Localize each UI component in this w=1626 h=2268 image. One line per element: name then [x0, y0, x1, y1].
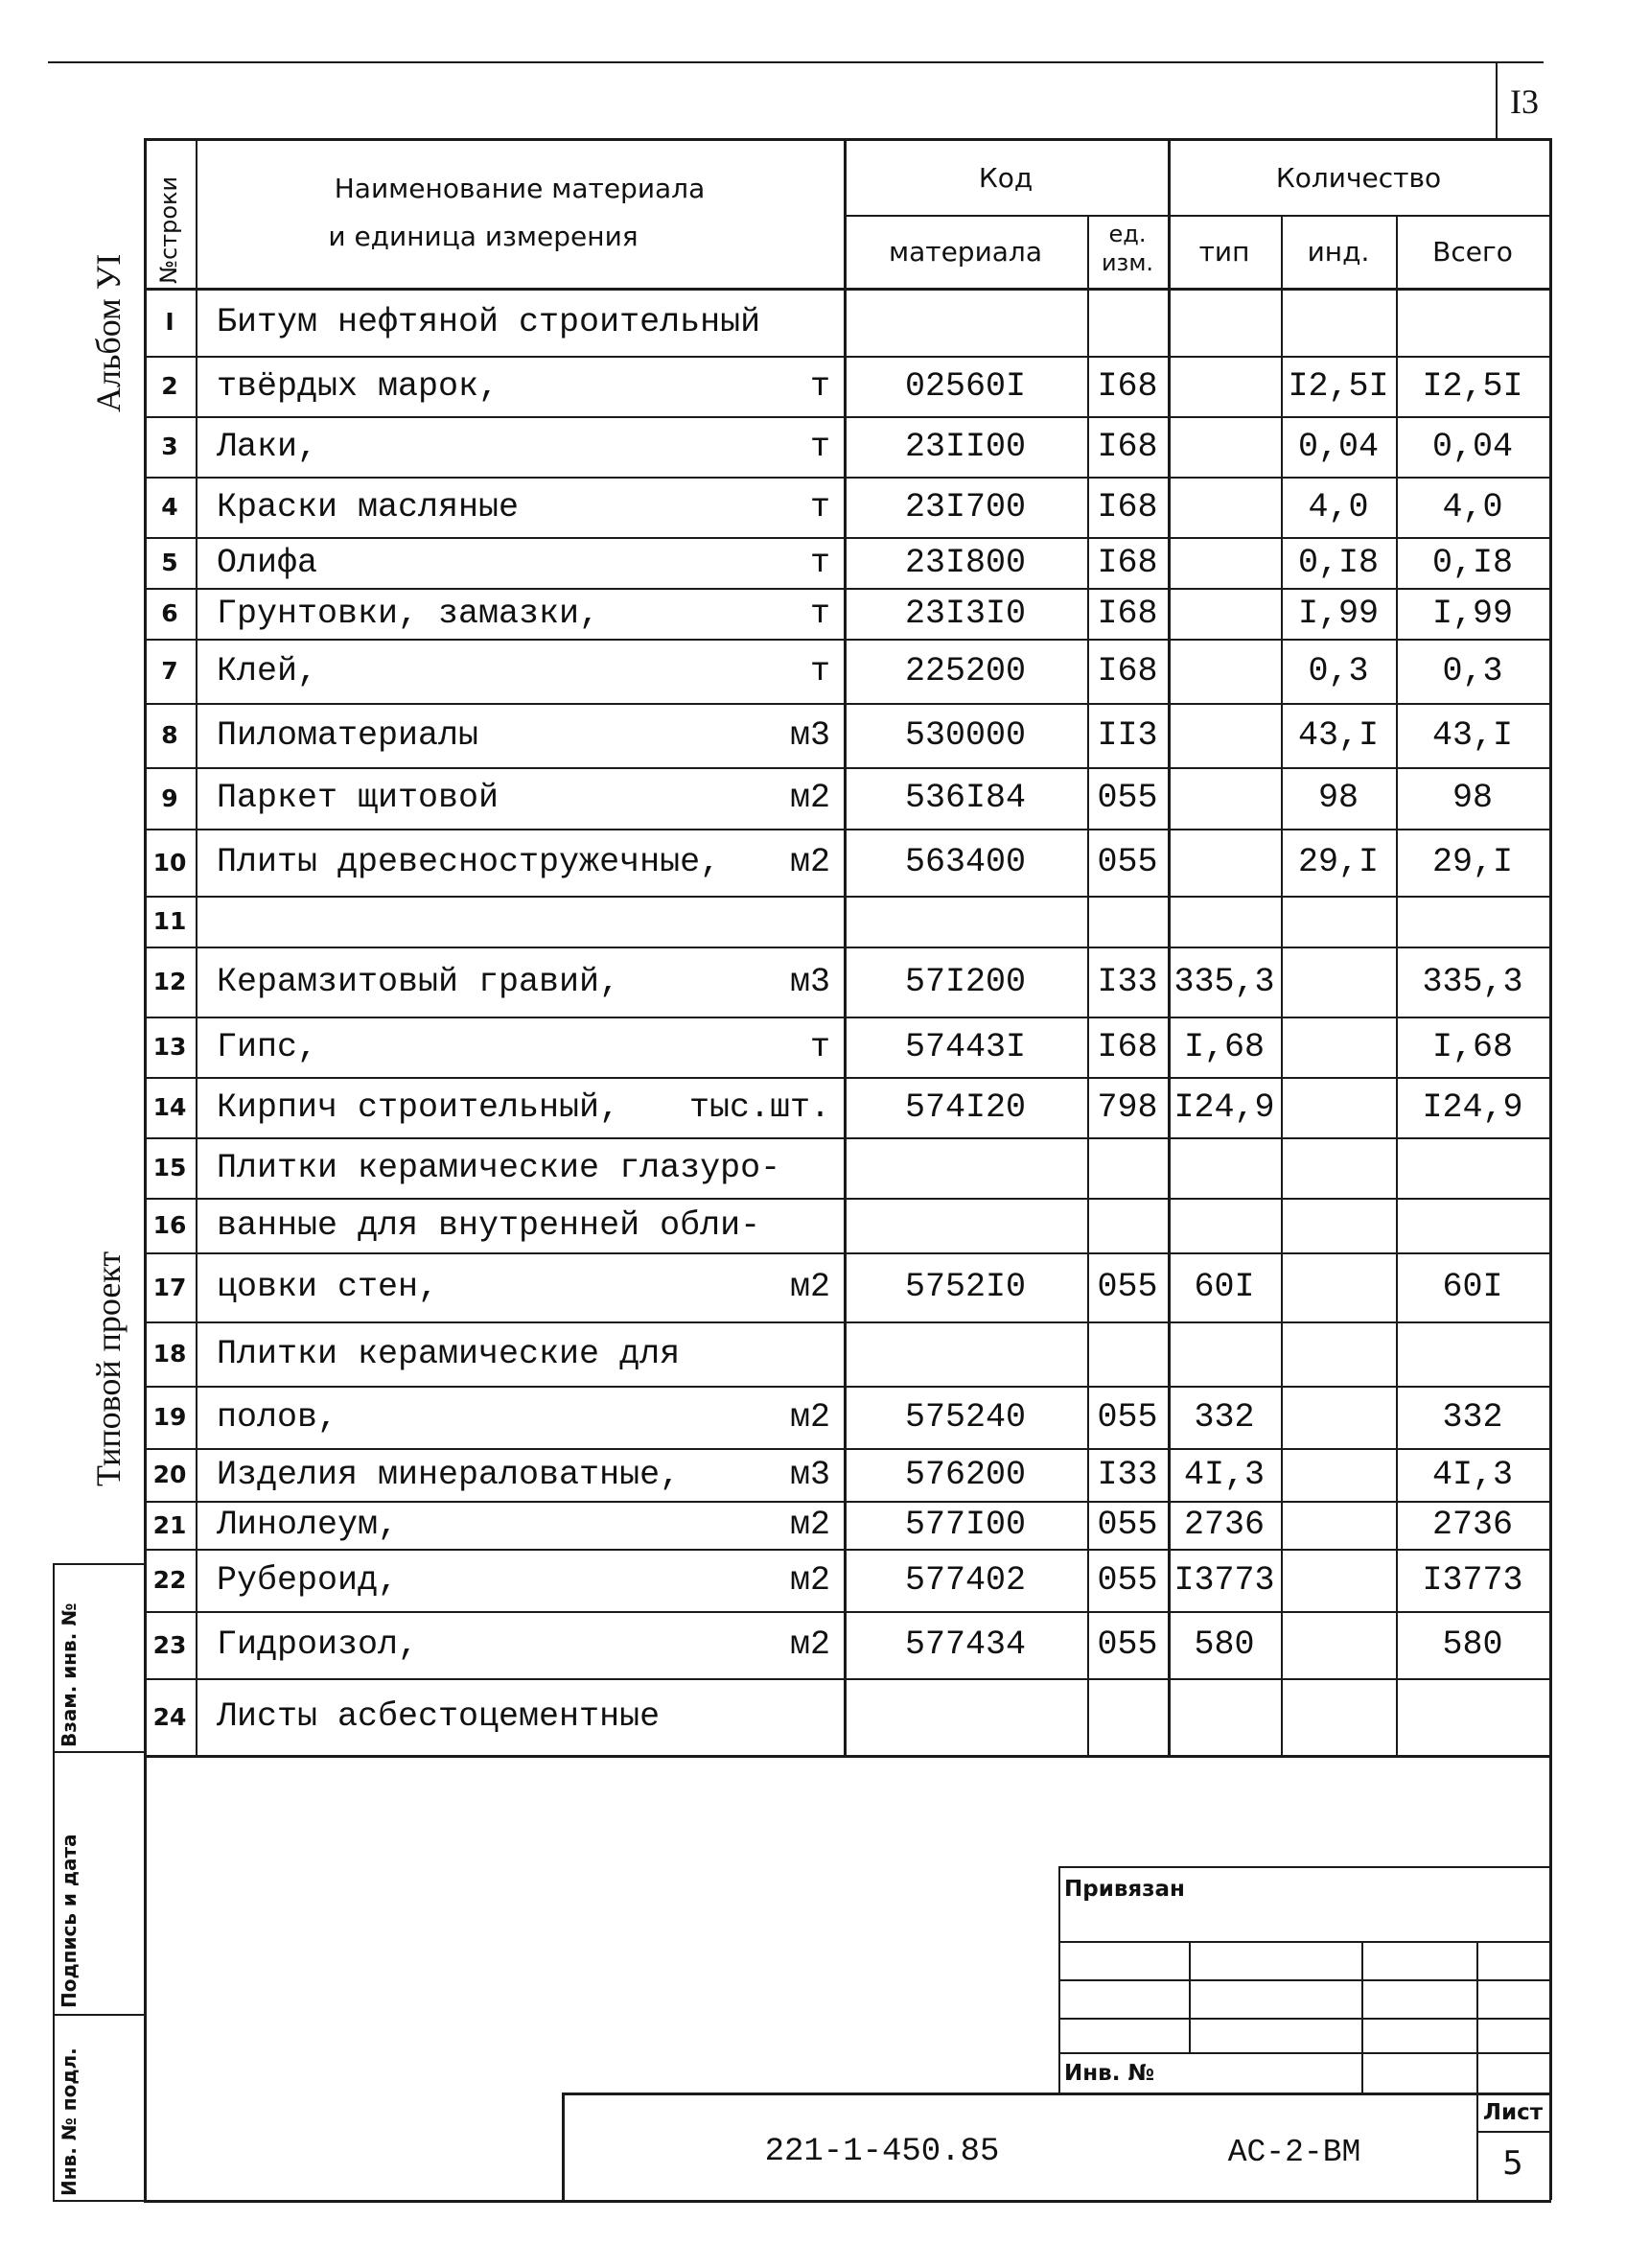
row-9-ind: 98	[1317, 779, 1359, 817]
stamp-sheet-code: АС-2-ВМ	[1227, 2134, 1361, 2170]
row-2-ind: I2,5I	[1288, 366, 1389, 406]
row-2-ucode: I68	[1097, 366, 1158, 406]
row-16-ucode	[1087, 1198, 1168, 1252]
row-13-n: 13	[152, 1033, 187, 1061]
row-3-code: 23II00	[904, 427, 1027, 466]
project-label: Типовой проект	[89, 1251, 128, 1486]
page-number: I3	[1510, 82, 1539, 121]
row-9-typ	[1168, 767, 1281, 829]
row-1-code	[844, 288, 1087, 356]
row-10-n: 10	[152, 848, 187, 877]
row-22-unit: м2	[789, 1560, 830, 1600]
row-8-ind: 43,I	[1297, 715, 1379, 755]
row-2-typ	[1168, 356, 1281, 416]
row-13-code: 57443I	[904, 1027, 1027, 1066]
row-11-typ	[1168, 896, 1281, 947]
row-16-total	[1396, 1198, 1549, 1252]
row-2-total: I2,5I	[1422, 366, 1523, 406]
stamp-inv-podl: Инв. № подл.	[58, 2047, 81, 2196]
row-23-ind	[1281, 1611, 1396, 1678]
row-18-total	[1396, 1321, 1549, 1386]
row-15-ind	[1281, 1137, 1396, 1198]
row-10-ind: 29,I	[1297, 843, 1379, 881]
row-24-ucode	[1087, 1678, 1168, 1755]
row-24-ind	[1281, 1678, 1396, 1755]
row-1-typ	[1168, 288, 1281, 356]
row-22-total: I3773	[1422, 1560, 1523, 1600]
row-5-n: 5	[161, 549, 178, 576]
row-16-typ	[1168, 1198, 1281, 1252]
row-9-total: 98	[1452, 779, 1493, 817]
row-14-name: Кирпич строительный,	[217, 1087, 620, 1127]
row-1-name: Битум нефтяной строительный	[217, 302, 761, 341]
row-21-n: 21	[152, 1510, 187, 1539]
row-1-total	[1396, 288, 1549, 356]
row-20-n: 20	[152, 1461, 187, 1488]
row-12-code: 57I200	[904, 962, 1027, 1001]
row-3-ucode: I68	[1097, 427, 1158, 466]
row-6-code: 23I3I0	[904, 594, 1027, 633]
row-12-n: 12	[152, 968, 187, 995]
row-18-code	[844, 1321, 1087, 1386]
row-12-ind	[1281, 947, 1396, 1017]
stamp-inv-no: Инв. №	[1064, 2061, 1155, 2086]
row-22-ucode: 055	[1097, 1560, 1158, 1600]
row-1-unit	[671, 288, 830, 356]
row-2-code: 02560I	[904, 366, 1027, 406]
header-code-group: Код	[978, 161, 1034, 194]
row-12-unit: м3	[789, 962, 830, 1001]
row-24-code	[844, 1678, 1087, 1755]
row-11-n: 11	[152, 907, 187, 935]
row-3-typ	[1168, 416, 1281, 477]
stamp-sign-date: Подпись и дата	[58, 1834, 81, 2008]
row-21-code: 577I00	[904, 1506, 1027, 1544]
row-7-n: 7	[161, 657, 178, 685]
row-20-typ: 4I,3	[1183, 1455, 1265, 1494]
row-8-unit: м3	[789, 715, 830, 755]
row-19-total: 332	[1442, 1397, 1503, 1437]
row-6-ucode: I68	[1097, 594, 1158, 633]
row-7-total: 0,3	[1442, 651, 1503, 690]
row-8-code: 530000	[904, 715, 1027, 755]
row-19-code: 575240	[904, 1397, 1027, 1437]
row-17-unit: м2	[789, 1268, 830, 1306]
row-7-code: 225200	[904, 651, 1027, 690]
row-6-ind: I,99	[1297, 594, 1379, 633]
row-17-total: 60I	[1442, 1268, 1503, 1306]
row-23-ucode: 055	[1097, 1625, 1158, 1664]
row-6-n: 6	[161, 599, 178, 627]
header-name-line2: и единица измерения	[328, 220, 639, 252]
row-13-ind	[1281, 1017, 1396, 1077]
row-18-ucode	[1087, 1321, 1168, 1386]
row-13-name: Гипс,	[217, 1027, 318, 1066]
row-7-name: Клей,	[217, 651, 318, 690]
row-14-ucode: 798	[1097, 1087, 1158, 1127]
row-24-total	[1396, 1678, 1549, 1755]
row-5-code: 23I800	[904, 543, 1027, 582]
row-7-unit: т	[809, 651, 830, 690]
row-13-unit: т	[809, 1027, 830, 1066]
row-5-name: Олифа	[217, 543, 318, 582]
row-14-total: I24,9	[1422, 1087, 1523, 1127]
row-12-typ: 335,3	[1173, 962, 1275, 1001]
row-17-typ: 60I	[1194, 1268, 1255, 1306]
row-23-typ: 580	[1194, 1625, 1255, 1664]
header-qty-group: Количество	[1275, 161, 1442, 194]
row-15-typ	[1168, 1137, 1281, 1198]
row-10-total: 29,I	[1431, 843, 1513, 881]
row-8-name: Пиломатериалы	[217, 715, 479, 755]
row-11-unit	[671, 896, 830, 947]
row-22-name: Рубероид,	[217, 1560, 399, 1600]
row-16-code	[844, 1198, 1087, 1252]
row-17-code: 5752I0	[904, 1268, 1027, 1306]
row-22-typ: I3773	[1173, 1560, 1275, 1600]
row-6-typ	[1168, 588, 1281, 639]
stamp-list-label: Лист	[1482, 2100, 1544, 2125]
row-10-typ	[1168, 829, 1281, 896]
row-19-ind	[1281, 1386, 1396, 1448]
row-11-total	[1396, 896, 1549, 947]
row-14-typ: I24,9	[1173, 1087, 1275, 1127]
row-18-typ	[1168, 1321, 1281, 1386]
row-21-name: Линолеум,	[217, 1506, 399, 1544]
row-19-unit: м2	[789, 1397, 830, 1437]
header-row-no: №строки	[155, 175, 182, 284]
row-1-n: I	[165, 308, 174, 336]
row-9-ucode: 055	[1097, 779, 1158, 817]
row-7-ind: 0,3	[1308, 651, 1369, 690]
row-2-n: 2	[161, 372, 178, 400]
row-20-name: Изделия минераловатные,	[217, 1455, 681, 1494]
row-4-unit: т	[809, 487, 830, 526]
row-21-ucode: 055	[1097, 1506, 1158, 1544]
row-11-ucode	[1087, 896, 1168, 947]
row-3-total: 0,04	[1431, 427, 1513, 466]
row-16-name: ванные для внутренней обли-	[217, 1205, 761, 1245]
row-24-name: Листы асбестоцементные	[217, 1697, 661, 1736]
row-6-total: I,99	[1431, 594, 1513, 633]
row-5-typ	[1168, 537, 1281, 588]
row-5-ucode: I68	[1097, 543, 1158, 582]
row-19-n: 19	[152, 1403, 187, 1431]
row-24-typ	[1168, 1678, 1281, 1755]
row-19-typ: 332	[1194, 1397, 1255, 1437]
row-21-total: 2736	[1431, 1506, 1513, 1544]
row-13-total: I,68	[1431, 1027, 1513, 1066]
row-24-n: 24	[152, 1702, 187, 1731]
row-14-code: 574I20	[904, 1087, 1027, 1127]
row-16-ind	[1281, 1198, 1396, 1252]
row-15-unit	[671, 1137, 830, 1198]
row-20-ucode: I33	[1097, 1455, 1158, 1494]
row-1-ind	[1281, 288, 1396, 356]
row-9-code: 536I84	[904, 779, 1027, 817]
row-21-typ: 2736	[1183, 1506, 1265, 1544]
row-3-ind: 0,04	[1297, 427, 1379, 466]
row-22-code: 577402	[904, 1560, 1027, 1600]
row-4-ucode: I68	[1097, 487, 1158, 526]
row-17-name: цовки стен,	[217, 1268, 439, 1306]
row-23-name: Гидроизол,	[217, 1625, 419, 1664]
row-11-code	[844, 896, 1087, 947]
header-unit-line2: изм.	[1101, 249, 1154, 276]
row-8-typ	[1168, 703, 1281, 767]
row-9-n: 9	[161, 783, 178, 812]
row-4-n: 4	[161, 493, 178, 521]
row-20-total: 4I,3	[1431, 1455, 1513, 1494]
row-10-ucode: 055	[1097, 843, 1158, 881]
row-20-unit: м3	[789, 1455, 830, 1494]
stamp-doc-code: 221-1-450.85	[764, 2134, 1000, 2170]
row-23-total: 580	[1442, 1625, 1503, 1664]
row-6-unit: т	[809, 594, 830, 633]
row-10-name: Плиты древесностружечные,	[217, 843, 721, 881]
row-15-code	[844, 1137, 1087, 1198]
row-4-code: 23I700	[904, 487, 1027, 526]
header-material: материала	[888, 235, 1042, 268]
row-11-ind	[1281, 896, 1396, 947]
row-15-name: Плитки керамические глазуро-	[217, 1148, 781, 1187]
row-8-total: 43,I	[1431, 715, 1513, 755]
row-22-ind	[1281, 1549, 1396, 1611]
header-ind: инд.	[1307, 235, 1370, 268]
row-23-n: 23	[152, 1630, 187, 1659]
row-14-ind	[1281, 1077, 1396, 1137]
row-6-name: Грунтовки, замазки,	[217, 594, 600, 633]
row-15-ucode	[1087, 1137, 1168, 1198]
row-12-ucode: I33	[1097, 962, 1158, 1001]
row-17-ucode: 055	[1097, 1268, 1158, 1306]
row-14-n: 14	[152, 1093, 187, 1121]
row-8-ucode: II3	[1097, 715, 1158, 755]
row-11-name	[217, 896, 734, 947]
row-1-ucode	[1087, 288, 1168, 356]
row-17-n: 17	[152, 1273, 187, 1301]
row-18-name: Плитки керамические для	[217, 1334, 681, 1373]
row-20-ind	[1281, 1448, 1396, 1501]
row-16-unit	[671, 1198, 830, 1252]
row-4-total: 4,0	[1442, 487, 1503, 526]
row-7-ucode: I68	[1097, 651, 1158, 690]
row-5-total: 0,I8	[1431, 543, 1513, 582]
stamp-inv-vzam: Взам. инв. №	[58, 1602, 81, 1747]
row-19-ucode: 055	[1097, 1397, 1158, 1437]
header-typ: тип	[1198, 235, 1250, 268]
row-10-code: 563400	[904, 843, 1027, 881]
header-unit-line1: ед.	[1108, 221, 1147, 247]
row-12-name: Керамзитовый гравий,	[217, 962, 620, 1001]
row-18-unit	[671, 1321, 830, 1386]
row-21-unit: м2	[789, 1506, 830, 1544]
stamp-sheet-no: 5	[1502, 2144, 1523, 2183]
row-9-unit: м2	[789, 779, 830, 817]
row-3-n: 3	[161, 433, 178, 460]
row-15-n: 15	[152, 1154, 187, 1181]
stamp-privyazan: Привязан	[1064, 1877, 1185, 1902]
row-10-unit: м2	[789, 843, 830, 881]
album-label: Альбом УI	[89, 253, 128, 412]
row-24-unit	[671, 1678, 830, 1755]
header-name-line1: Наименование материала	[334, 172, 706, 204]
row-13-ucode: I68	[1097, 1027, 1158, 1066]
row-12-total: 335,3	[1422, 962, 1523, 1001]
row-22-n: 22	[152, 1566, 187, 1594]
row-18-n: 18	[152, 1340, 187, 1368]
row-19-name: полов,	[217, 1397, 338, 1437]
row-4-name: Краски масляные	[217, 487, 520, 526]
row-2-unit: т	[809, 366, 830, 406]
row-16-n: 16	[152, 1211, 187, 1239]
row-23-code: 577434	[904, 1625, 1027, 1664]
row-13-typ: I,68	[1183, 1027, 1265, 1066]
row-3-unit: т	[809, 427, 830, 466]
header-total: Всего	[1432, 235, 1513, 268]
row-17-ind	[1281, 1252, 1396, 1321]
row-15-total	[1396, 1137, 1549, 1198]
row-23-unit: м2	[789, 1625, 830, 1664]
row-21-ind	[1281, 1501, 1396, 1549]
row-5-unit: т	[809, 543, 830, 582]
row-18-ind	[1281, 1321, 1396, 1386]
row-14-unit: тыс.шт.	[688, 1087, 830, 1127]
row-4-typ	[1168, 477, 1281, 537]
row-7-typ	[1168, 639, 1281, 703]
row-20-code: 576200	[904, 1455, 1027, 1494]
row-5-ind: 0,I8	[1297, 543, 1379, 582]
row-9-name: Паркет щитовой	[217, 779, 499, 817]
row-8-n: 8	[161, 721, 178, 749]
row-3-name: Лаки,	[217, 427, 318, 466]
row-4-ind: 4,0	[1308, 487, 1369, 526]
row-2-name: твёрдых марок,	[217, 366, 499, 406]
